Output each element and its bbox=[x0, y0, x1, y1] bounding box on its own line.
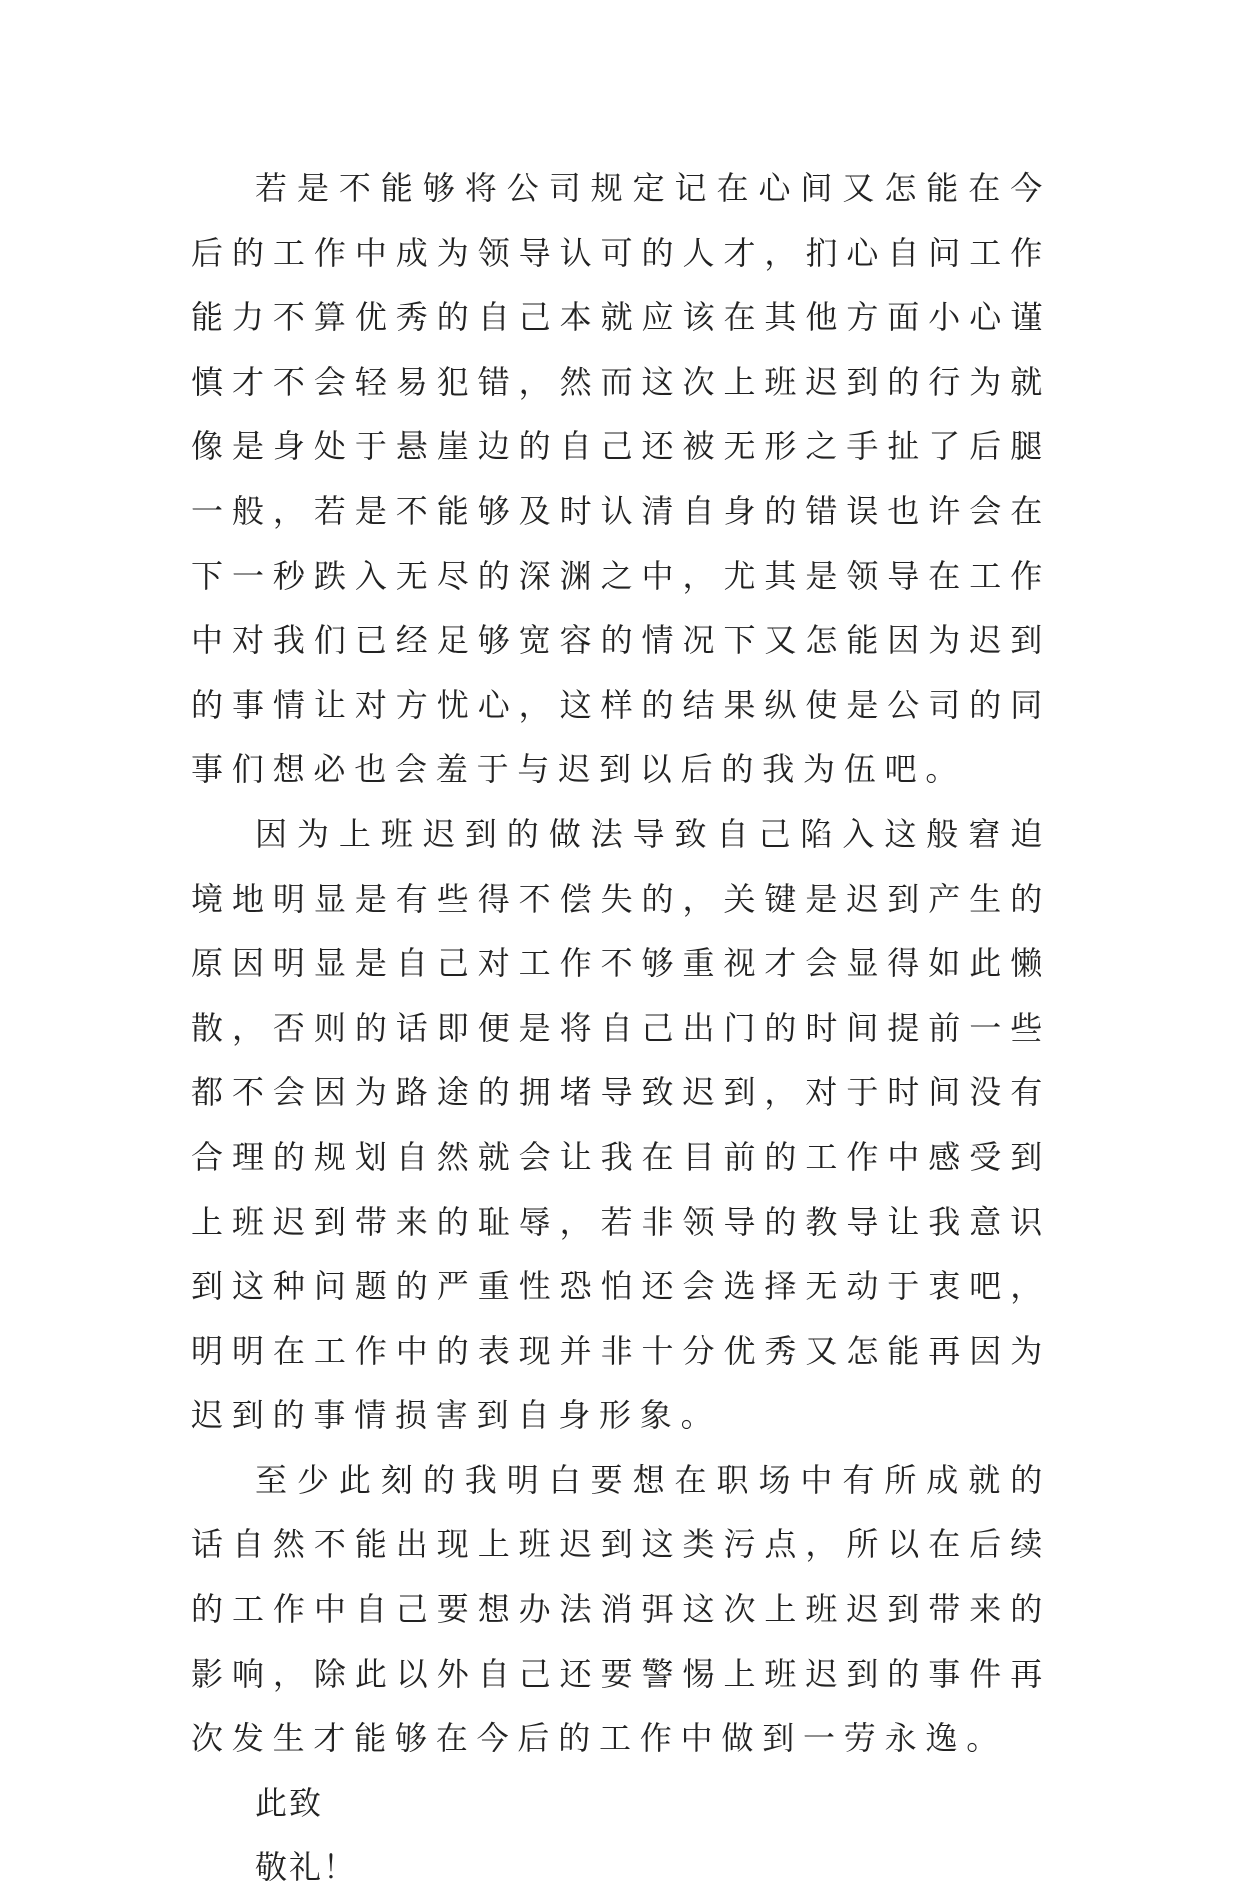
closing-salutation: 此致 bbox=[255, 1783, 324, 1822]
paragraph-1: 若是不能够将公司规定记在心间又怎能在今后的工作中成为领导认可的人才，扪心自问工作能力不算优秀的自己本就应该在其他方面小心谨慎才不会轻易犯错，然而这次上班迟到的行为就像是身处于悬崖边的自己还被无形之手扯了后腿一般，若是不能够及时认清自身的错误也许会在下一秒跌入无尽的深渊之中，尤其是领导在工作中对我们已经足够宽容的情况下又怎能因为迟到的事情让对方忧心，这样的结果纵使是公司的同事们想必也会羞于与迟到以后的我为伍吧。 bbox=[191, 169, 1051, 789]
closing-regards: 敬礼！ bbox=[255, 1848, 358, 1887]
letter-body bbox=[191, 156, 1051, 1900]
paragraph-3: 至少此刻的我明白要想在职场中有所成就的话自然不能出现上班迟到这类污点，所以在后续的工作中自己要想办法消弭这次上班迟到带来的影响，除此以外自己还要警惕上班迟到的事件再次发生才能够在今后的工作中做到一劳永逸。 bbox=[191, 1460, 1051, 1758]
paragraph-2: 因为上班迟到的做法导致自己陷入这般窘迫境地明显是有些得不偿失的，关键是迟到产生的原因明显是自己对工作不够重视才会显得如此懒散，否则的话即便是将自己出门的时间提前一些都不会因为路途的拥堵导致迟到，对于时间没有合理的规划自然就会让我在目前的工作中感受到上班迟到带来的耻辱，若非领导的教导让我意识到这种问题的严重性恐怕还会选择无动于衷吧，明明在工作中的表现并非十分优秀又怎能再因为迟到的事情损害到自身形象。 bbox=[191, 814, 1051, 1435]
